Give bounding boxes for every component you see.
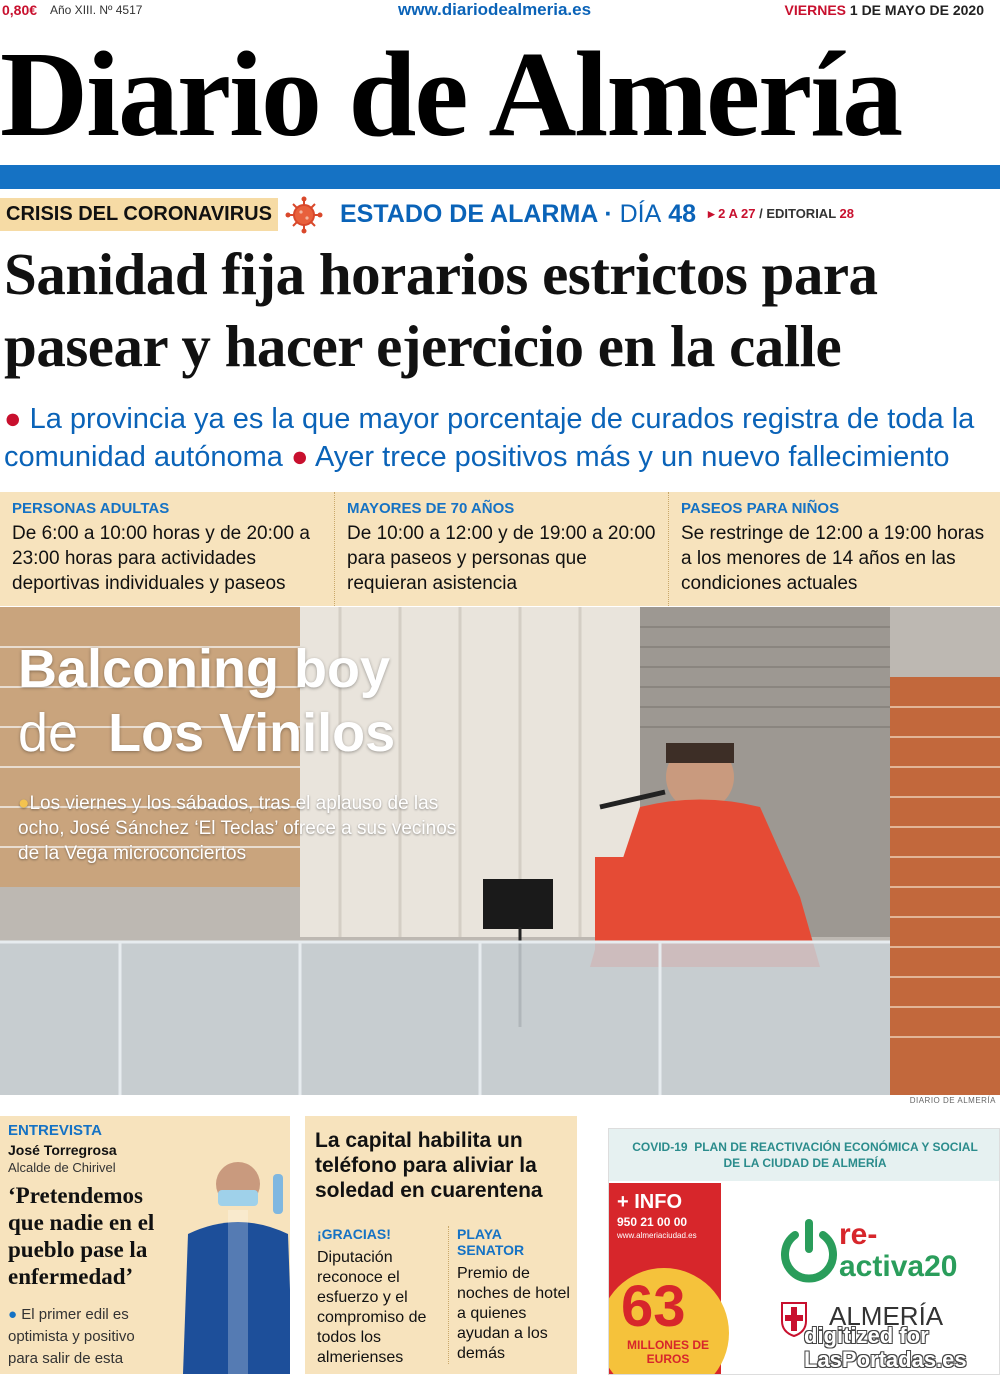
date-text: 1 DE MAYO DE 2020 (849, 2, 984, 18)
interview-box[interactable] (0, 1116, 290, 1374)
schedule-text: De 10:00 a 12:00 y de 19:00 a 20:00 para paseos y personas que requieran asistencia (347, 523, 656, 594)
bullet-icon: ● (4, 403, 22, 435)
virus-icon (284, 196, 324, 234)
schedule-text: Se restringe de 12:00 a 19:00 horas a los menores de 14 años en las condiciones actuales (681, 523, 985, 594)
brief-text: Diputación reconoce el esfuerzo y el compromiso de todos los almerienses (317, 1249, 427, 1366)
ad-plan-line1: PLAN DE REACTIVACIÓN ECONÓMICA Y SOCIAL (694, 1140, 978, 1154)
brief-title: ¡GRACIAS! (317, 1226, 391, 1242)
issue-date (785, 2, 984, 18)
interview-label: ENTREVISTA (8, 1122, 102, 1139)
schedule-box (0, 492, 1000, 606)
day-label: DÍA (612, 200, 662, 228)
photo-caption (18, 791, 458, 866)
photo-title-line1: Balconing boy (18, 639, 391, 699)
schedule-children (668, 492, 1000, 606)
schedule-adults (0, 492, 334, 606)
ad-plan-line2: DE LA CIUDAD DE ALMERÍA (723, 1156, 887, 1170)
watermark-line2: LasPortadas.es (804, 1347, 967, 1372)
interviewee-name: José Torregrosa (8, 1142, 117, 1158)
masthead-rule (0, 165, 1000, 189)
interviewee-role: Alcalde de Chirivel (8, 1160, 116, 1175)
editorial-label: / EDITORIAL (755, 206, 836, 221)
photo-credit: DIARIO DE ALMERÍA (909, 1096, 996, 1105)
news-headline: La capital habilita un teléfono para aliviar la soledad en cuarentena (315, 1129, 543, 1202)
brief-playa-senator (448, 1226, 572, 1364)
ad-city-name: ALMERÍA (829, 1301, 944, 1331)
ad-covid-label: COVID-19 (632, 1140, 688, 1154)
page-references (708, 206, 854, 222)
photo-headline (18, 637, 395, 765)
ad-header (609, 1129, 1000, 1181)
subhead-part1: La provincia ya es la que mayor porcentaje de curados registra de toda la comunidad autónoma (4, 403, 975, 473)
subhead-part2: Ayer trece positivos más y un nuevo fallecimiento (314, 441, 950, 473)
weekday: VIERNES (784, 2, 846, 18)
interview-quote: ‘Pretendemos que nadie en el pueblo pase la enfermedad’ (8, 1183, 155, 1289)
day-number: 48 (668, 200, 697, 228)
interview-summary (8, 1304, 158, 1370)
main-headline[interactable]: Sanidad fija horarios estrictos para pasear y hacer ejercicio en la calle (4, 241, 878, 379)
website-link[interactable]: www.diariodealmeria.es (398, 0, 592, 19)
crisis-tag: CRISIS DEL CORONAVIRUS (0, 198, 278, 231)
ad-website: www.almeriaciudad.es (617, 1231, 697, 1240)
issue-number: Año XIII. Nº 4517 (50, 3, 143, 17)
brief-gracias (317, 1226, 441, 1368)
bullet-icon: ● (290, 441, 309, 473)
brief-text: Premio de noches de hotel a quienes ayudan a los demás (457, 1265, 570, 1362)
masthead-title: Diario de Almería (0, 27, 902, 162)
interview-summary-text: El primer edil es optimista y positivo para salir de esta (8, 1306, 135, 1367)
ad-amount-unit: MILLONES DE EUROS (626, 1338, 709, 1366)
lead-photo[interactable] (0, 607, 1000, 1095)
ad-brand-re: re- (839, 1218, 878, 1251)
photo-title-de: de (18, 703, 79, 763)
digitization-watermark (804, 1324, 967, 1372)
brief-title: PLAYA SENATOR (457, 1226, 525, 1258)
photo-caption-text: Los viernes y los sábados, tras el aplauso de las ocho, José Sánchez ‘El Teclas’ ofrece a sus vecinos de la Vega microconciertos (18, 793, 457, 864)
bullet-icon: ● (8, 1306, 18, 1323)
watermark-line1: digitized for (804, 1323, 929, 1348)
schedule-text: De 6:00 a 10:00 horas y de 20:00 a 23:00 horas para actividades deportivas individuales y paseos (12, 523, 310, 594)
top-bar (0, 0, 1000, 22)
editorial-page: 28 (839, 206, 854, 221)
photo-title-line2: Los Vinilos (108, 703, 396, 763)
schedule-title: PASEOS PARA NIÑOS (681, 500, 840, 517)
power-icon (777, 1219, 841, 1283)
ad-info-label: + INFO (617, 1191, 683, 1213)
ad-amount: 63 (621, 1274, 686, 1339)
ad-phone: 950 21 00 00 (617, 1215, 688, 1229)
state-of-alarm (340, 198, 696, 231)
section-bar (0, 196, 1000, 236)
pages-range: ▸ 2 A 27 (708, 206, 756, 221)
schedule-over-70 (334, 492, 668, 606)
news-box[interactable] (305, 1116, 577, 1374)
interviewee-photo (168, 1144, 290, 1374)
schedule-title: PERSONAS ADULTAS (12, 500, 170, 517)
schedule-title: MAYORES DE 70 AÑOS (347, 500, 515, 517)
subheadline (4, 400, 999, 476)
bullet-icon: ● (18, 793, 30, 814)
ad-info-panel (609, 1183, 721, 1375)
price: 0,80€ (2, 2, 38, 18)
ad-brand-logo (839, 1219, 957, 1283)
ad-brand-activa: activa20 (839, 1250, 958, 1283)
alarm-label: ESTADO DE ALARMA · (340, 200, 613, 228)
